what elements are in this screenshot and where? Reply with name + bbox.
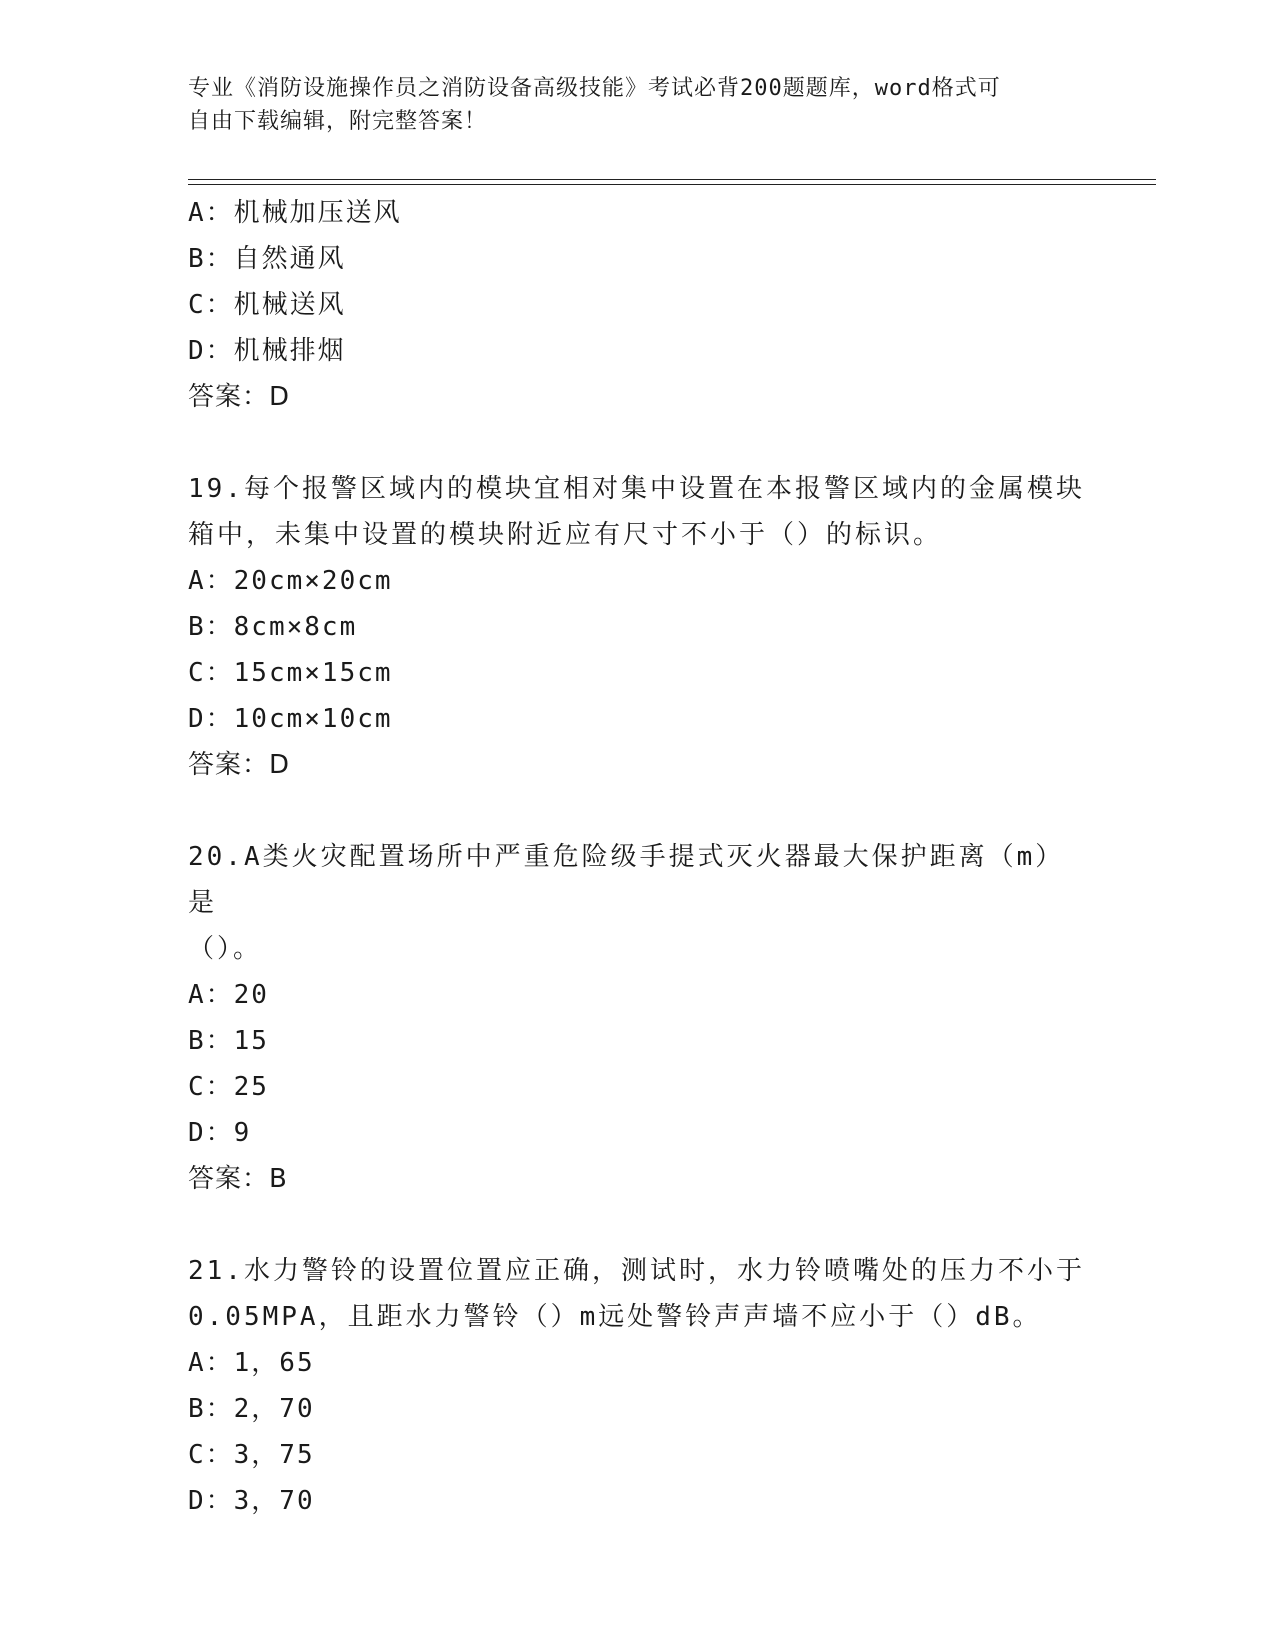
spacer	[188, 1202, 1088, 1248]
option-a: A：1，65	[188, 1348, 315, 1378]
option-b: B：15	[188, 1026, 269, 1056]
option-c: C：机械送风	[188, 290, 346, 320]
option-c: C：3，75	[188, 1440, 315, 1470]
question-stem-line-1: 19.每个报警区域内的模块宜相对集中设置在本报警区域内的金属模块	[188, 474, 1085, 504]
spacer	[188, 788, 1088, 834]
question-stem-line-1: 20.A类火灾配置场所中严重危险级手提式灭火器最大保护距离（m）是	[188, 842, 1065, 918]
option-a: A：机械加压送风	[188, 198, 402, 228]
option-a: A：20	[188, 980, 269, 1010]
question-stem-line-1: 21.水力警铃的设置位置应正确，测试时，水力铃喷嘴处的压力不小于	[188, 1256, 1085, 1286]
document-header	[188, 72, 1088, 138]
option-c: C：25	[188, 1072, 269, 1102]
option-b: B：2，70	[188, 1394, 315, 1424]
option-d: D：10cm×10cm	[188, 704, 393, 734]
option-c: C：15cm×15cm	[188, 658, 393, 688]
question-19	[188, 466, 1088, 788]
answer-line: 答案：D	[188, 750, 291, 780]
header-rule-top	[188, 179, 1156, 180]
question-block-continued	[188, 190, 1088, 420]
question-20	[188, 834, 1088, 1202]
question-stem-line-2: （）。	[188, 934, 263, 964]
question-21	[188, 1248, 1088, 1524]
option-a: A：20cm×20cm	[188, 566, 393, 596]
option-d: D：9	[188, 1118, 252, 1148]
spacer	[188, 420, 1088, 466]
header-line-2: 自由下载编辑，附完整答案！	[188, 109, 488, 134]
option-b: B：8cm×8cm	[188, 612, 358, 642]
question-stem-line-2: 箱中，未集中设置的模块附近应有尺寸不小于（）的标识。	[188, 520, 943, 550]
header-line-1: 专业《消防设施操作员之消防设备高级技能》考试必背200题题库，word格式可	[188, 76, 1001, 101]
question-list	[188, 190, 1088, 1524]
option-d: D：机械排烟	[188, 336, 346, 366]
option-d: D：3，70	[188, 1486, 315, 1516]
answer-line: 答案：D	[188, 382, 291, 412]
question-stem-line-2: 0.05MPA，且距水力警铃（）m远处警铃声声墙不应小于（）dB。	[188, 1302, 1042, 1332]
answer-line: 答案：B	[188, 1164, 288, 1194]
option-b: B：自然通风	[188, 244, 346, 274]
header-rule-bottom	[188, 184, 1156, 185]
